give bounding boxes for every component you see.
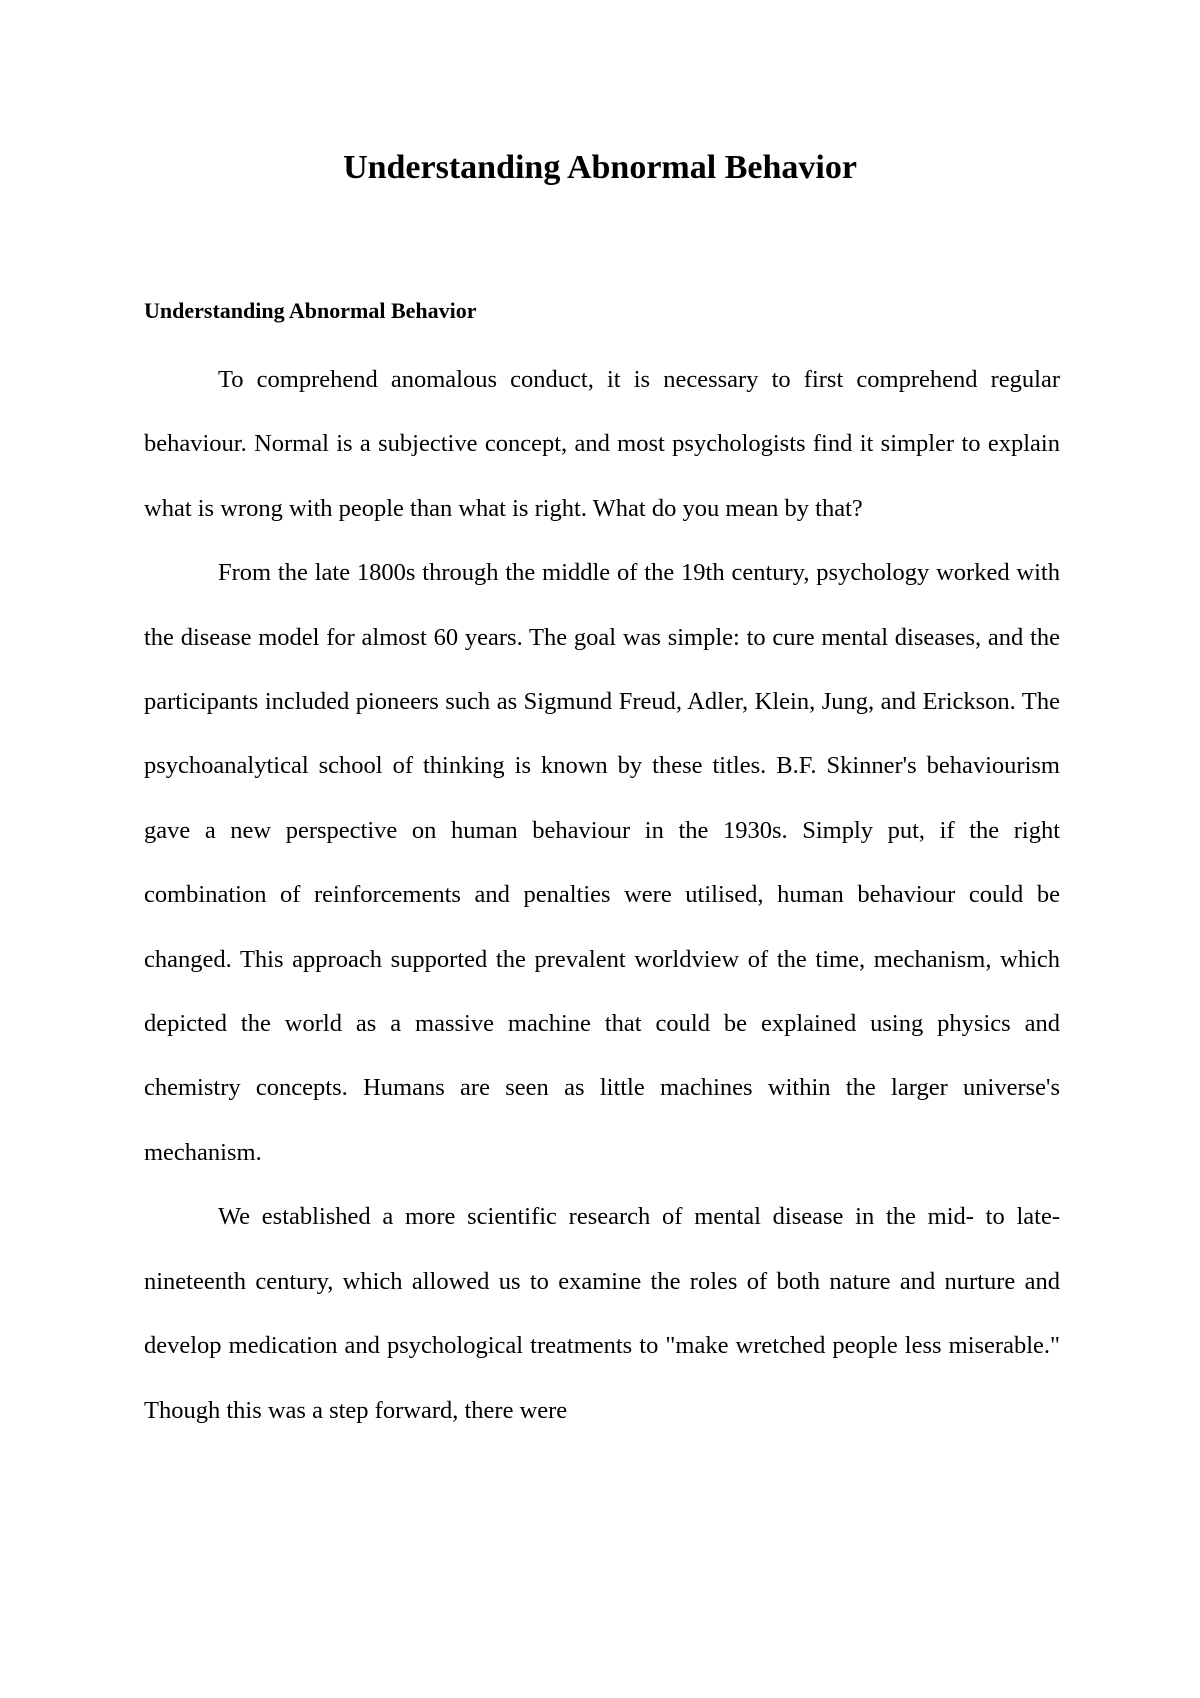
paragraph-1: To comprehend anomalous conduct, it is necessary to first comprehend regular behaviour. Normal is a subjective concept, and most psychologists find it simpler to explain what is wrong with people than what is right. What do you mean by that? (144, 366, 1060, 522)
section-heading: Understanding Abnormal Behavior (144, 298, 477, 323)
paragraph-2: From the late 1800s through the middle of the 19th century, psychology worked with the disease model for almost 60 years. The goal was simple: to cure mental diseases, and the participants included pioneers such as Sigmund Freud, Adler, Klein, Jung, and Erickson. The psychoanalytical school of thinking is known by these titles. B.F. Skinner's behaviourism gave a new perspective on human behaviour in the 1930s. Simply put, if the right combination of reinforcements and penalties were utilised, human behaviour could be changed. This approach supported the prevalent worldview of the time, mechanism, which depicted the world as a massive machine that could be explained using physics and chemistry concepts. Humans are seen as little machines within the larger universe's mechanism. (144, 559, 1060, 1166)
page-title: Understanding Abnormal Behavior (343, 149, 857, 186)
document-body (144, 296, 1060, 1443)
paragraph-3: We established a more scientific research of mental disease in the mid- to late-nineteenth century, which allowed us to examine the roles of both nature and nurture and develop medication and psychological treatments to "make wretched people less miserable." Though this was a step forward, there were (144, 1203, 1060, 1424)
